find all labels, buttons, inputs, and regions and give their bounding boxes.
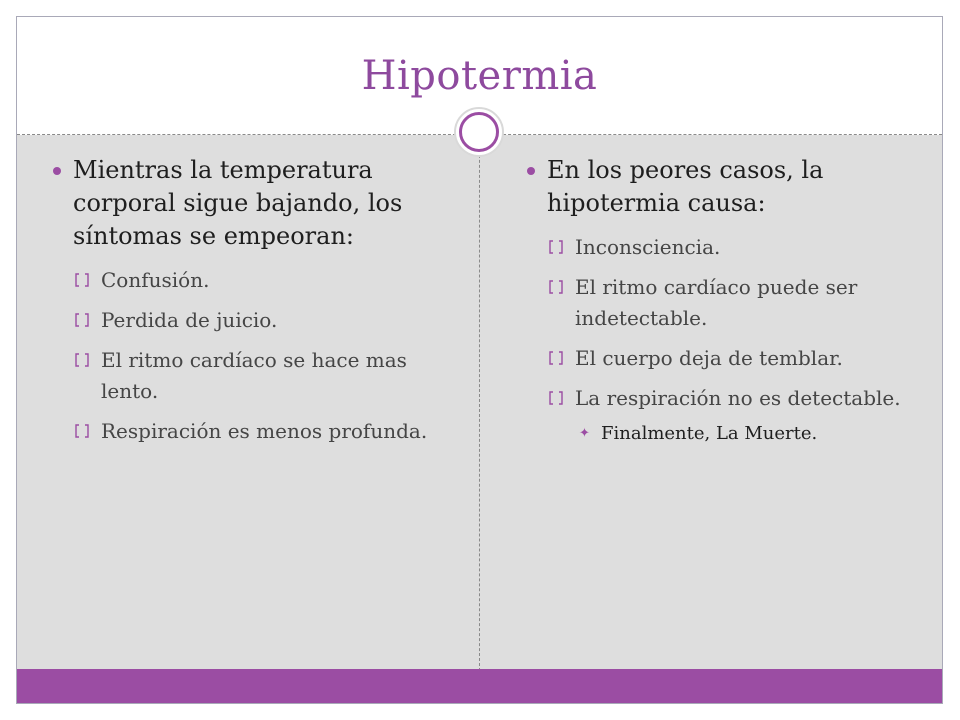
list-item-text: Respiración es menos profunda. xyxy=(101,419,428,443)
list-item xyxy=(39,265,459,296)
list-item-text: La respiración no es detectable. xyxy=(575,386,901,410)
list-item xyxy=(39,305,459,336)
sub-list-item xyxy=(513,420,933,448)
list-item xyxy=(513,343,933,374)
open-square-brackets-icon xyxy=(549,280,563,294)
left-heading-text: Mientras la temperatura corporal sigue bajando, los síntomas se empeoran: xyxy=(73,156,403,250)
open-square-brackets-icon xyxy=(549,391,563,405)
list-item-text: Perdida de juicio. xyxy=(101,308,278,332)
list-item-text: El ritmo cardíaco puede ser indetectable. xyxy=(575,275,858,330)
left-column xyxy=(39,154,459,456)
right-column xyxy=(513,154,933,448)
right-heading-text: En los peores casos, la hipotermia causa: xyxy=(547,156,824,217)
slide-title: Hipotermia xyxy=(361,53,598,99)
open-square-brackets-icon xyxy=(75,353,89,367)
decorative-ring-icon xyxy=(454,107,504,157)
list-item-text: El cuerpo deja de temblar. xyxy=(575,346,843,370)
list-item-text: Confusión. xyxy=(101,268,210,292)
open-square-brackets-icon xyxy=(549,240,563,254)
four-point-star-icon: ✦ xyxy=(579,426,590,441)
list-item xyxy=(513,272,933,334)
filled-circle-icon xyxy=(527,167,535,175)
list-item-text: El ritmo cardíaco se hace mas lento. xyxy=(101,348,407,403)
open-square-brackets-icon xyxy=(75,313,89,327)
right-heading-bullet xyxy=(513,154,933,220)
list-item xyxy=(39,345,459,407)
column-divider xyxy=(479,135,480,671)
sub-list-item-text: Finalmente, La Muerte. xyxy=(601,423,818,444)
list-item xyxy=(513,383,933,414)
list-item-text: Inconsciencia. xyxy=(575,235,721,259)
open-square-brackets-icon xyxy=(75,273,89,287)
left-heading-bullet xyxy=(39,154,459,253)
open-square-brackets-icon xyxy=(75,424,89,438)
footer-bar xyxy=(17,669,942,703)
list-item xyxy=(513,232,933,263)
open-square-brackets-icon xyxy=(549,351,563,365)
filled-circle-icon xyxy=(53,167,61,175)
list-item xyxy=(39,416,459,447)
ring-inner xyxy=(459,112,499,152)
slide-frame xyxy=(16,16,943,704)
